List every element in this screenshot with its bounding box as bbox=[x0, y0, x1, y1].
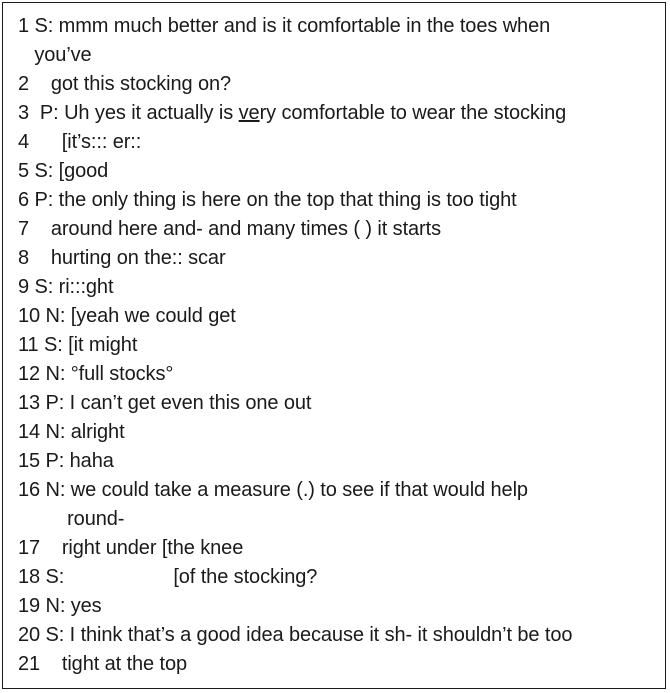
line-text-rest: ry comfortable to wear the stocking bbox=[259, 102, 567, 124]
transcript-line: 11 S: [it might bbox=[18, 334, 138, 356]
transcript-line: 9 S: ri:::ght bbox=[18, 276, 114, 298]
transcript-line: 1 S: mmm much better and is it comfortable in the toes when bbox=[18, 15, 551, 37]
transcript-line: 16 N: we could take a measure (.) to see if that would help bbox=[18, 479, 528, 501]
transcript-line: 21 tight at the top bbox=[18, 653, 188, 675]
transcript-line: 18 S: [of the stocking? bbox=[18, 566, 318, 588]
transcript-line: 2 got this stocking on? bbox=[18, 73, 232, 95]
transcript-line: 10 N: [yeah we could get bbox=[18, 305, 236, 327]
transcript-line bbox=[18, 101, 566, 125]
transcript-line: you’ve bbox=[18, 44, 92, 66]
transcript-line: 8 hurting on the:: scar bbox=[18, 247, 226, 269]
transcript-line: 4 [it’s::: er:: bbox=[18, 131, 142, 153]
transcript-line: 6 P: the only thing is here on the top that thing is too tight bbox=[18, 189, 517, 211]
transcript-line: 17 right under [the knee bbox=[18, 537, 244, 559]
emphasis-text: ve bbox=[238, 102, 260, 124]
line-text: 3 P: Uh yes it actually is bbox=[18, 102, 239, 124]
transcript-line: 13 P: I can’t get even this one out bbox=[18, 392, 312, 414]
transcript-line: round- bbox=[18, 508, 125, 530]
transcript-line: 19 N: yes bbox=[18, 595, 102, 617]
transcript-line: 7 around here and- and many times ( ) it starts bbox=[18, 218, 441, 240]
transcript-line: 5 S: [good bbox=[18, 160, 109, 182]
transcript-line: 14 N: alright bbox=[18, 421, 125, 443]
transcript-line: 20 S: I think that’s a good idea because it sh- it shouldn’t be too bbox=[18, 624, 573, 646]
transcript-line: 15 P: haha bbox=[18, 450, 114, 472]
transcript-line: 12 N: °full stocks° bbox=[18, 363, 174, 385]
